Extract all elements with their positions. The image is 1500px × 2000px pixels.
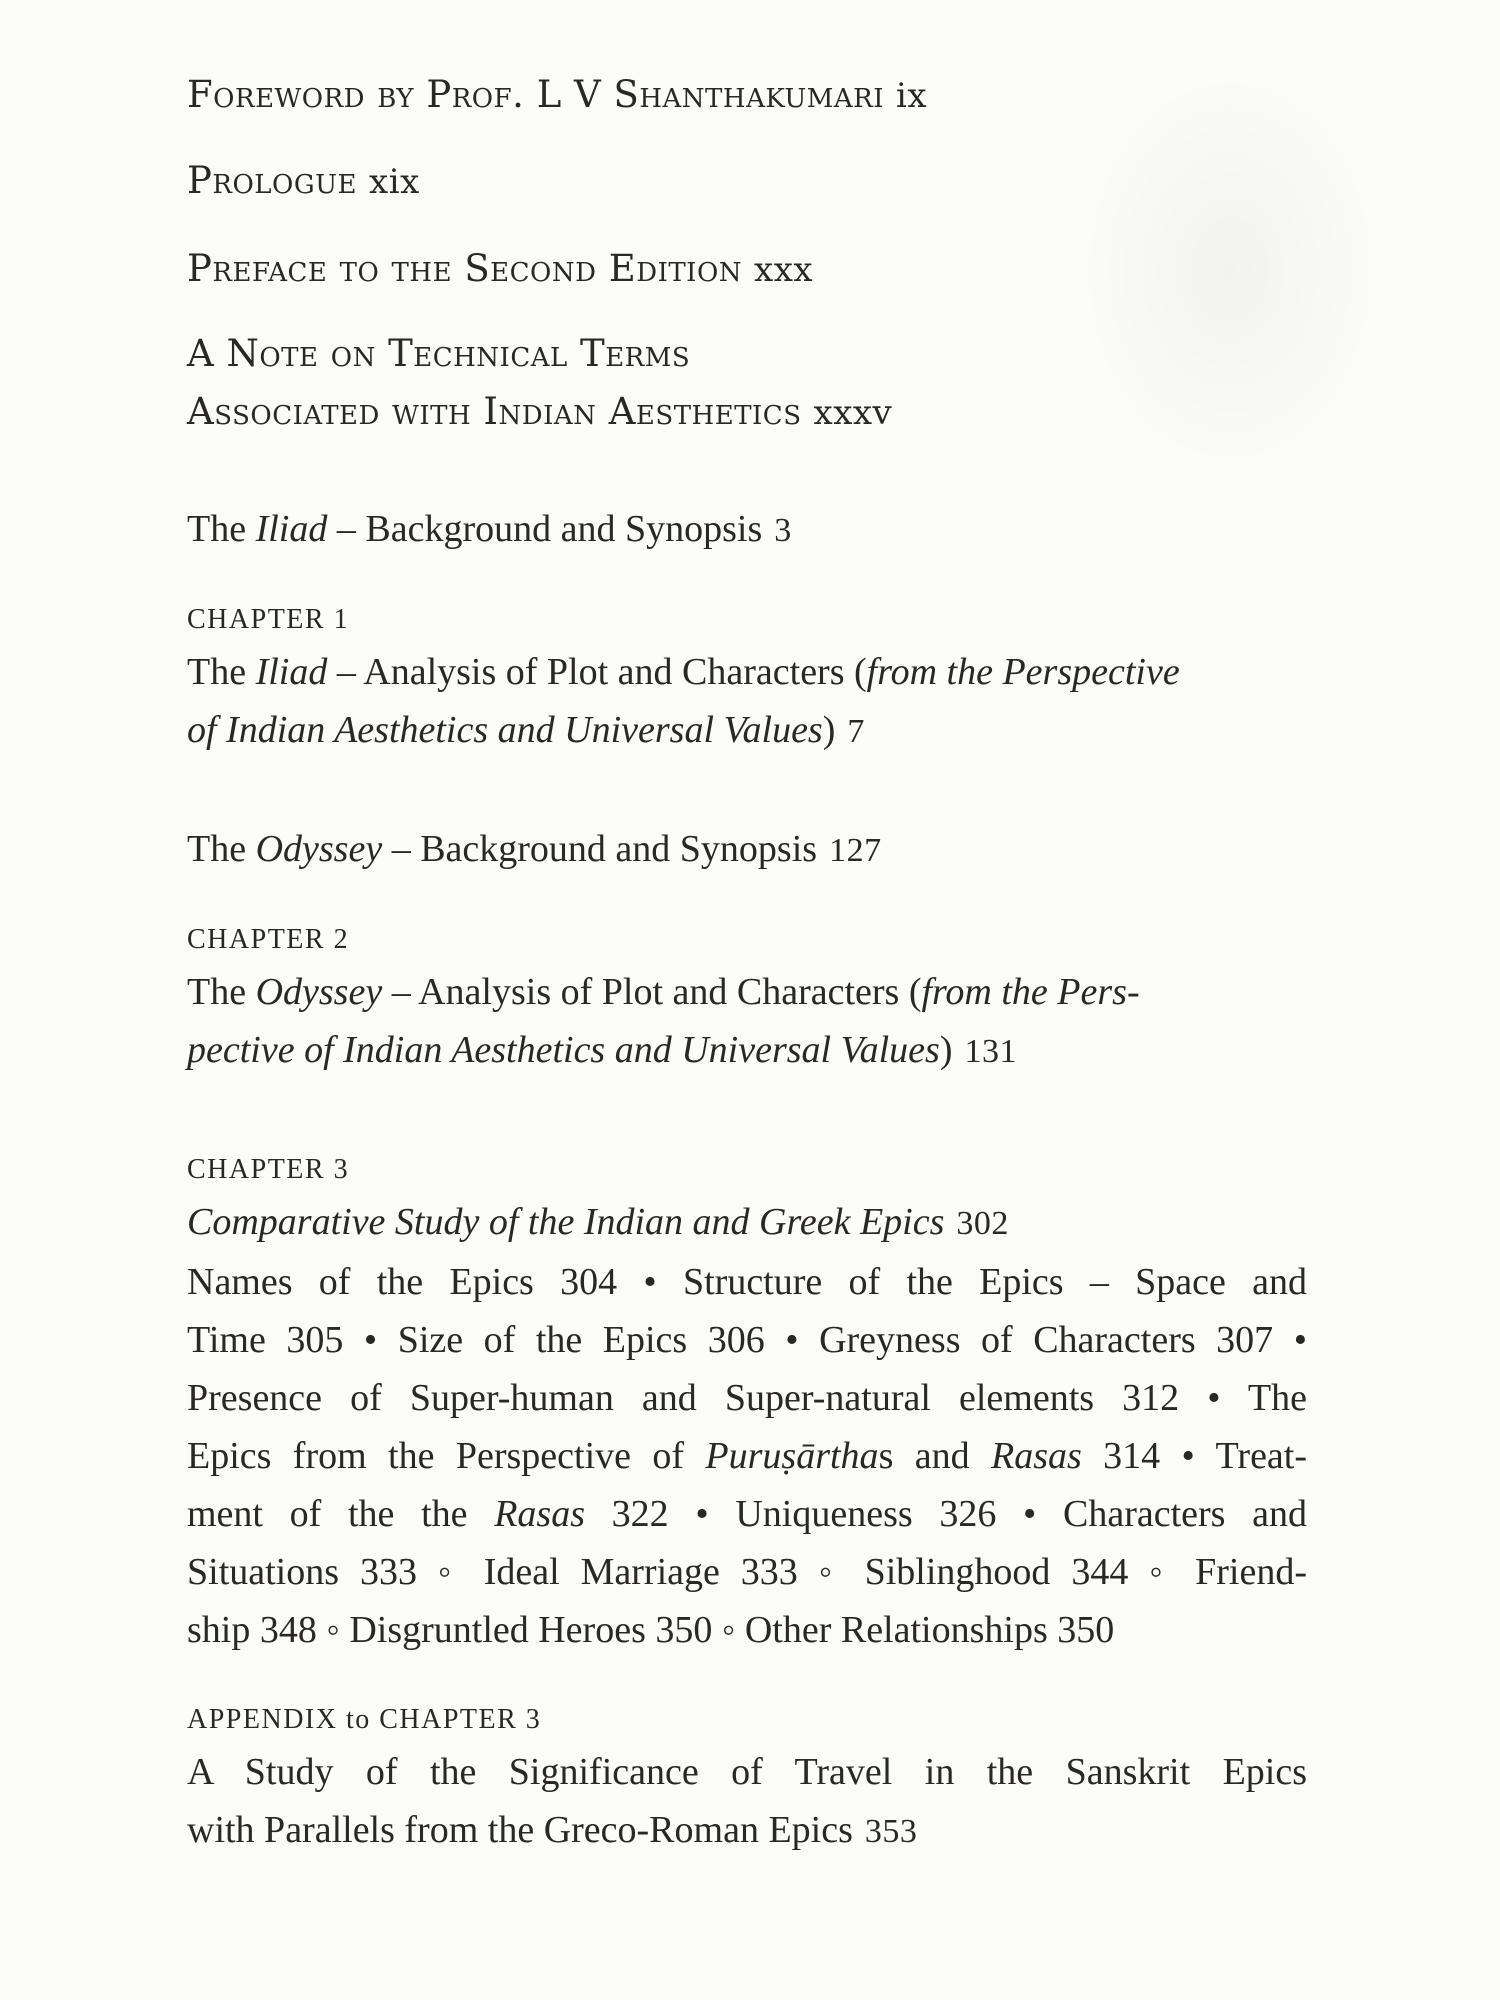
chapter-3-sections-line-4 <box>187 1427 1307 1485</box>
toc-chapter-1 <box>187 600 1317 761</box>
line5-rasas: Rasas <box>494 1493 585 1535</box>
line4-post: 314 • Treat- <box>1081 1435 1308 1477</box>
line5-pre: ment of the the <box>187 1493 495 1535</box>
toc-prologue-label: Prologue <box>187 159 358 202</box>
toc-note <box>187 325 1317 442</box>
chapter-3-sections-line-7: ship 348 ◦ Disgruntled Heroes 350 ◦ Other Relationships 350 <box>187 1609 1115 1651</box>
chapter-3-page: 302 <box>956 1205 1009 1242</box>
appendix-page: 353 <box>864 1813 918 1850</box>
chapter-2-text: – Analysis of Plot and Characters ( <box>382 971 922 1013</box>
toc-note-page: xxxv <box>813 393 893 433</box>
iliad-bg-title: Iliad <box>255 508 328 550</box>
chapter-1-close-paren: ) <box>822 709 836 751</box>
toc-chapter-2 <box>187 920 1317 1081</box>
chapter-3-sections-line-5 <box>187 1485 1307 1543</box>
chapter-3-sections-line-2: Time 305 • Size of the Epics 306 • Greyness of Characters 307 • <box>187 1319 1307 1361</box>
odyssey-bg-prefix: The <box>187 828 256 870</box>
line5-post: 322 • Uniqueness 326 • Characters and <box>585 1493 1307 1535</box>
chapter-2-subtitle-b: pective of Indian Aesthetics and Universal Values <box>187 1029 940 1071</box>
iliad-bg-page: 3 <box>774 512 792 549</box>
chapter-2-title: Odyssey <box>255 971 383 1013</box>
toc-preface <box>187 240 1317 299</box>
line4-pre: Epics from the Perspective of <box>187 1435 706 1477</box>
chapter-1-page: 7 <box>847 713 865 750</box>
chapter-3-sections <box>187 1253 1307 1659</box>
odyssey-bg-text: – Background and Synopsis <box>382 828 818 870</box>
appendix-title-line-2-text: with Parallels from the Greco-Roman Epics <box>187 1809 853 1851</box>
chapter-1-title: Iliad <box>255 651 328 693</box>
toc-preface-label: Preface to the Second Edition <box>187 247 743 290</box>
toc-foreword-label: Foreword by Prof. L V Shanthakumari <box>187 73 884 116</box>
chapter-2-label: CHAPTER 2 <box>187 924 350 955</box>
line4-purusartha: Puruṣārtha <box>705 1435 879 1477</box>
chapter-3-label: CHAPTER 3 <box>187 1154 350 1185</box>
chapter-2-close-paren: ) <box>939 1029 953 1071</box>
toc-iliad-background <box>187 500 1317 560</box>
toc-note-line1: A Note on Technical Terms <box>187 332 691 375</box>
iliad-bg-prefix: The <box>187 508 256 550</box>
chapter-1-subtitle-b: of Indian Aesthetics and Universal Values <box>187 709 823 751</box>
toc-odyssey-background <box>187 820 1317 880</box>
chapter-2-page: 131 <box>964 1033 1017 1070</box>
chapter-1-prefix: The <box>187 651 256 693</box>
chapter-3-title: Comparative Study of the Indian and Greek Epics <box>187 1201 945 1243</box>
chapter-1-label: CHAPTER 1 <box>187 604 350 635</box>
toc-note-line2: Associated with Indian Aesthetics <box>187 390 802 433</box>
chapter-3-sections-line-1: Names of the Epics 304 • Structure of the Epics – Space and <box>187 1261 1307 1303</box>
toc-foreword-page: ix <box>896 76 928 116</box>
line4-rasas: Rasas <box>990 1435 1082 1477</box>
chapter-3-sections-line-3: Presence of Super-human and Super-natural elements 312 • The <box>187 1377 1307 1419</box>
chapter-1-subtitle-a: from the Perspective <box>866 651 1180 693</box>
appendix-label: APPENDIX to CHAPTER 3 <box>187 1704 542 1735</box>
toc-chapter-3 <box>187 1150 1317 1659</box>
toc-prologue-page: xix <box>369 162 420 202</box>
chapter-2-prefix: The <box>187 971 256 1013</box>
chapter-1-text: – Analysis of Plot and Characters ( <box>327 651 867 693</box>
appendix-title-line-2 <box>187 1801 1307 1861</box>
appendix-title-line-1: A Study of the Significance of Travel in the Sanskrit Epics <box>187 1751 1307 1793</box>
odyssey-bg-title: Odyssey <box>255 828 383 870</box>
chapter-3-sections-line-6: Situations 333 ◦ Ideal Marriage 333 ◦ Siblinghood 344 ◦ Friend- <box>187 1551 1307 1593</box>
toc-preface-page: xxx <box>754 250 814 290</box>
toc-foreword <box>187 66 1317 125</box>
chapter-2-subtitle-a: from the Pers- <box>921 971 1140 1013</box>
odyssey-bg-page: 127 <box>829 832 882 869</box>
iliad-bg-text: – Background and Synopsis <box>327 508 763 550</box>
toc-appendix <box>187 1700 1317 1861</box>
line4-mid: s and <box>878 1435 991 1477</box>
toc-prologue <box>187 152 1317 211</box>
